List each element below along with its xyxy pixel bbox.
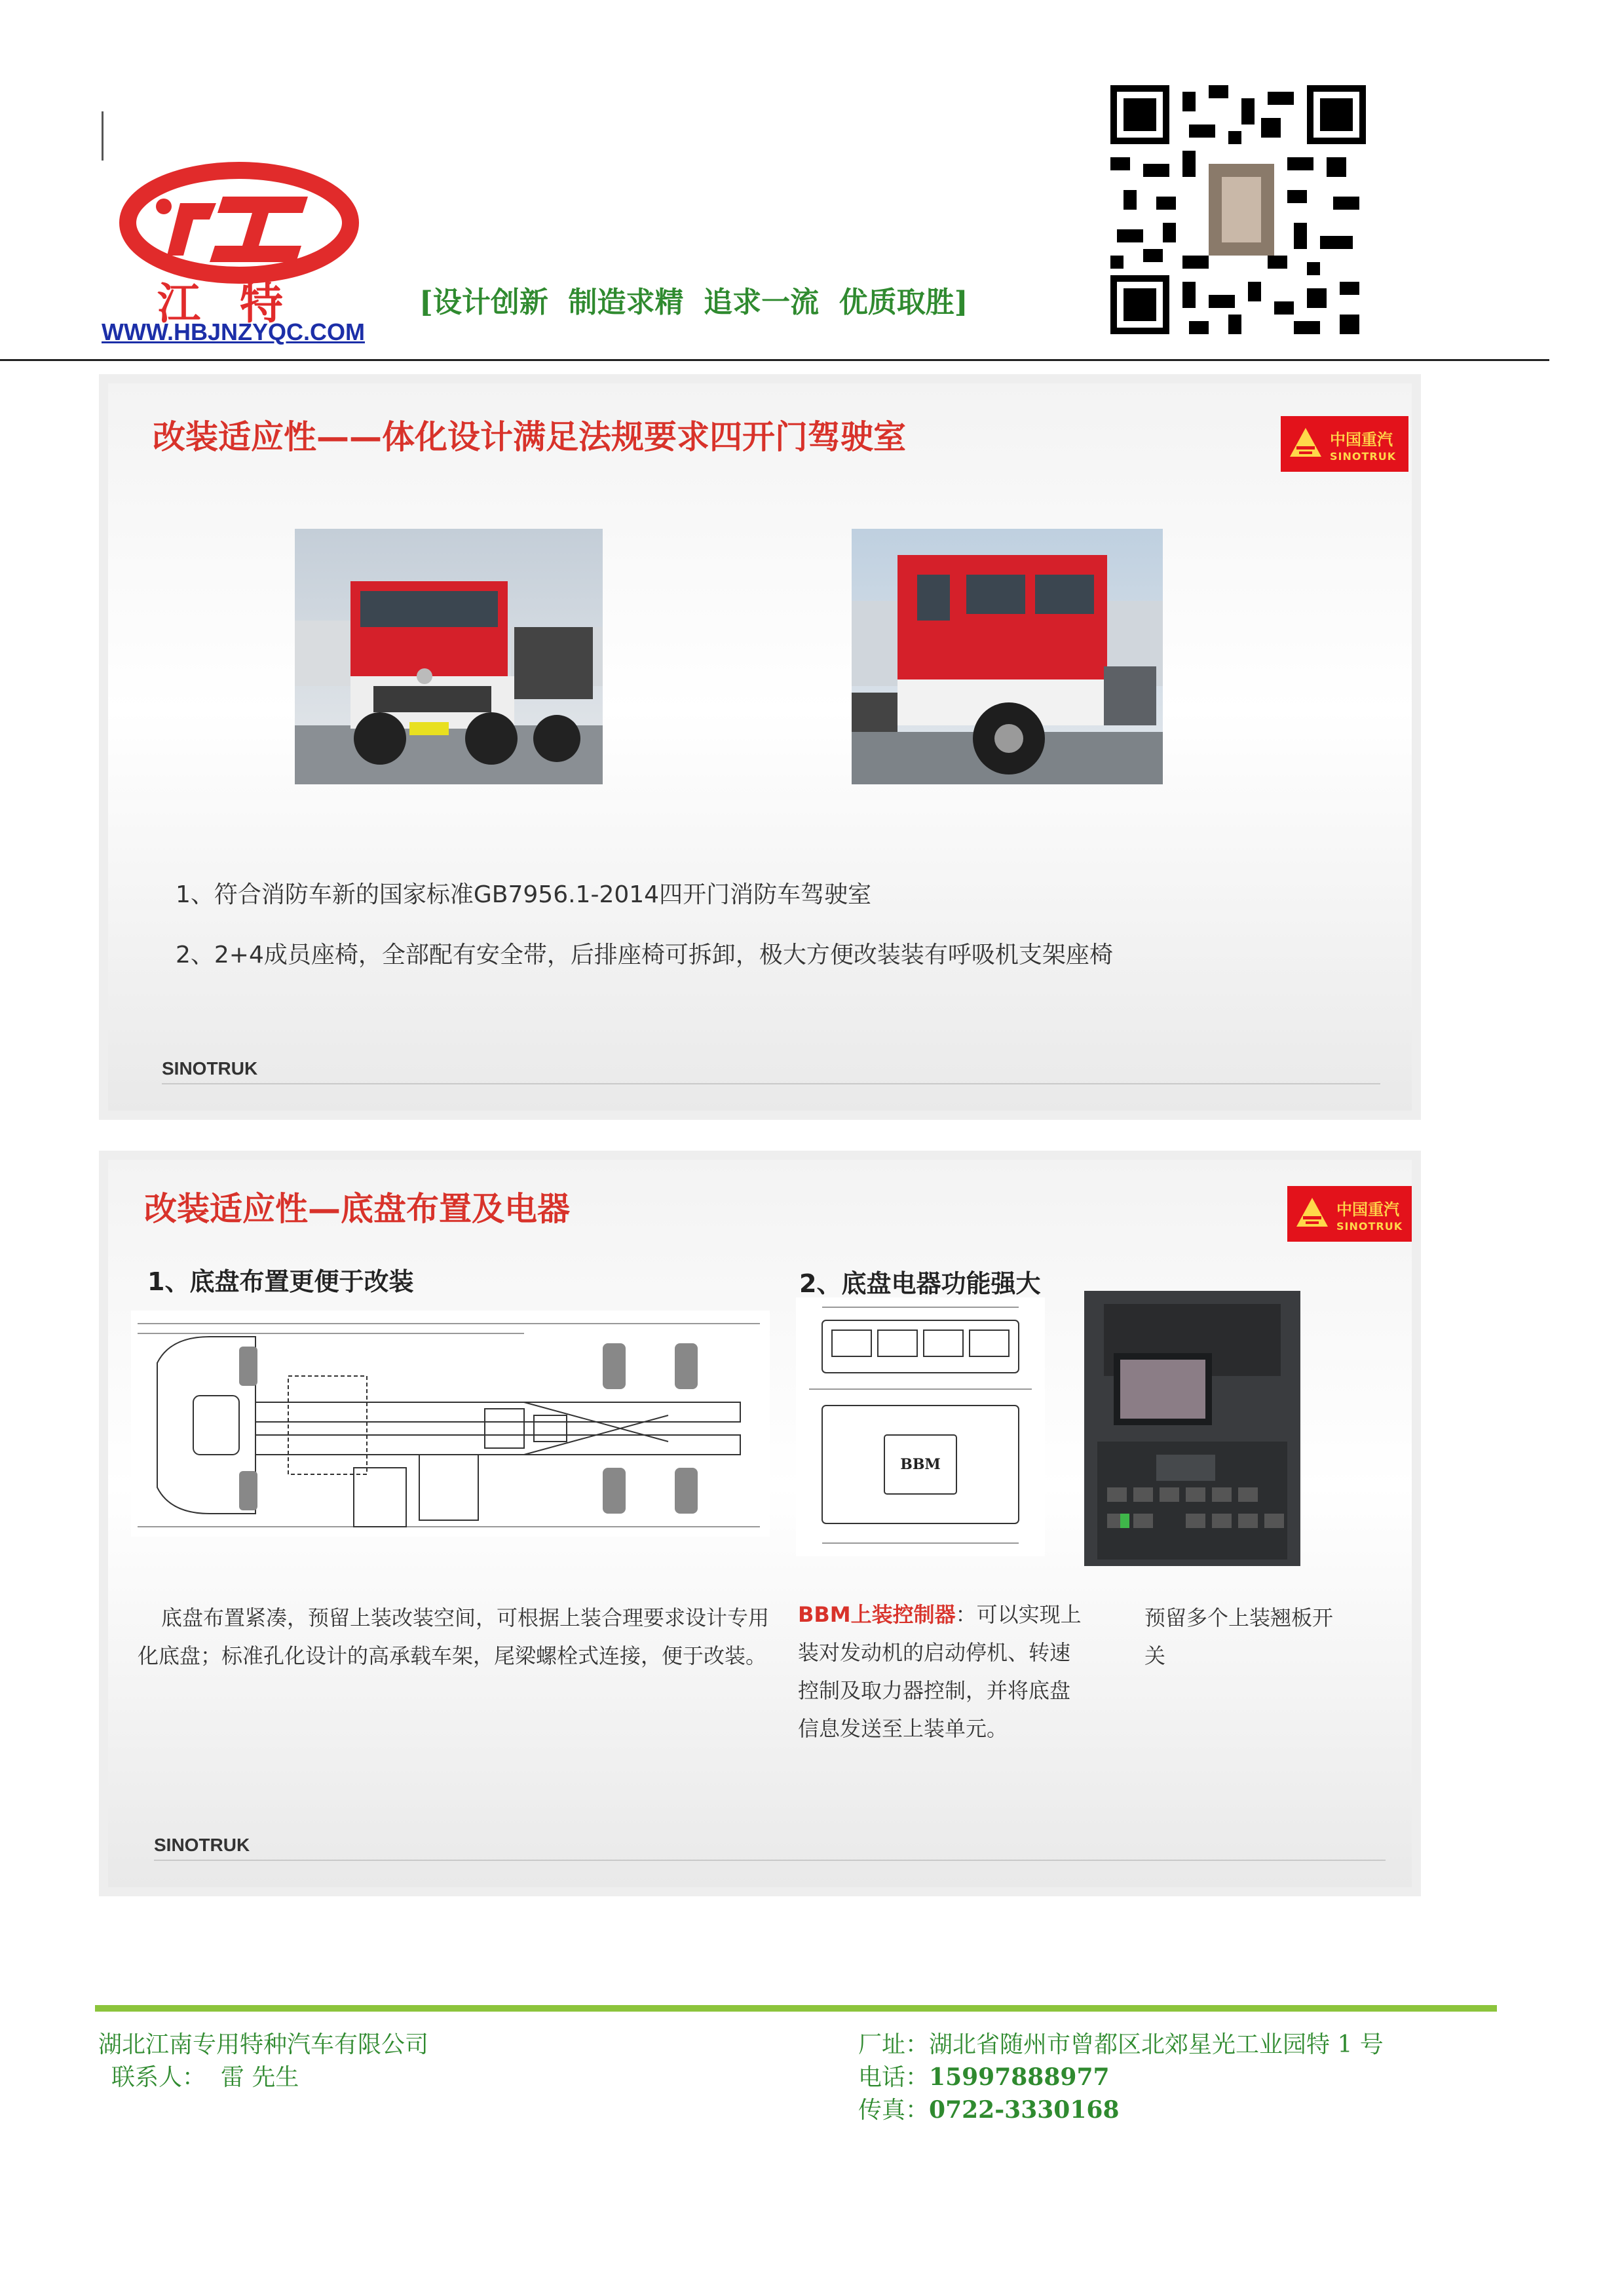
badge-text-en: SINOTRUK	[1336, 1220, 1403, 1233]
badge-text-cn: 中国重汽	[1336, 1200, 1399, 1219]
slide-cab	[108, 383, 1412, 1111]
slide-title: 改装适应性——体化设计满足法规要求四开门驾驶室	[153, 418, 906, 456]
fax-number: 0722-3330168	[929, 2096, 1120, 2124]
truck-side-photo	[852, 529, 1163, 784]
bbm-label: BBM上装控制器	[798, 1602, 956, 1627]
phone-line	[858, 2059, 1110, 2092]
phone-label: 电话：	[858, 2064, 930, 2091]
bbm-controller-drawing	[796, 1297, 1045, 1556]
sinotruk-badge	[1281, 416, 1408, 472]
chassis-description: 底盘布置紧凑，预留上装改装空间，可根据上装合理要求设计专用化底盘；标准孔化设计的高承载车架，尾梁螺栓式连接，便于改装。	[138, 1605, 770, 1668]
qr-code-icon	[1110, 85, 1366, 334]
footer-rule	[95, 2005, 1497, 2012]
website-link[interactable]: WWW.HBJNZYQC.COM	[102, 318, 365, 345]
slogan: [设计创新 制造求精 追求一流 优质取胜]	[419, 286, 968, 319]
chassis-layout-drawing	[131, 1311, 770, 1537]
cab-point-1: 1、符合消防车新的国家标准GB7956.1-2014四开门消防车驾驶室	[176, 881, 872, 908]
electrics-subheading: 2、底盘电器功能强大	[799, 1269, 1041, 1298]
logo-text: 江特	[157, 278, 322, 329]
sinotruk-logo-icon	[1294, 1195, 1331, 1232]
badge-text-en: SINOTRUK	[1330, 450, 1397, 463]
slide-chassis	[108, 1160, 1412, 1887]
slide-title: 改装适应性—底盘布置及电器	[144, 1190, 570, 1228]
badge-text-cn: 中国重汽	[1330, 430, 1393, 449]
bbm-description	[798, 1596, 1089, 1748]
sinotruk-logo-icon	[1287, 425, 1324, 462]
switch-description: 预留多个上装翘板开关	[1144, 1605, 1334, 1668]
header-divider-bar	[102, 111, 104, 161]
dashboard-switch-photo	[1084, 1291, 1300, 1566]
slide-footer-brand: SINOTRUK	[162, 1058, 258, 1079]
sinotruk-badge	[1287, 1186, 1412, 1242]
cab-point-2: 2、2+4成员座椅，全部配有安全带，后排座椅可拆卸，极大方便改装装有呼吸机支架座椅	[176, 942, 1113, 968]
slide-footer-rule	[154, 1860, 1386, 1861]
bbm-box-label: BBM	[900, 1456, 941, 1473]
chassis-subheading: 1、底盘布置更便于改装	[147, 1267, 414, 1296]
slide-footer-rule	[162, 1083, 1380, 1084]
company-name: 湖北江南专用特种汽车有限公司	[98, 2031, 429, 2058]
truck-front-photo	[295, 529, 603, 784]
fax-label: 传真：	[858, 2097, 930, 2124]
header-rule	[0, 359, 1549, 361]
slide-footer-brand: SINOTRUK	[154, 1835, 250, 1855]
phone-number[interactable]: 15997888977	[929, 2063, 1110, 2091]
bbm-text: ：可以实现上装对发动机的启动停机、转速控制及取力器控制，并将底盘信息发送至上装单元。	[798, 1602, 1082, 1741]
fax-line	[858, 2092, 1120, 2125]
factory-address: 厂址：湖北省随州市曾都区北郊星光工业园特 1 号	[858, 2031, 1384, 2058]
contact-person: 联系人： 雷 先生	[111, 2064, 299, 2091]
